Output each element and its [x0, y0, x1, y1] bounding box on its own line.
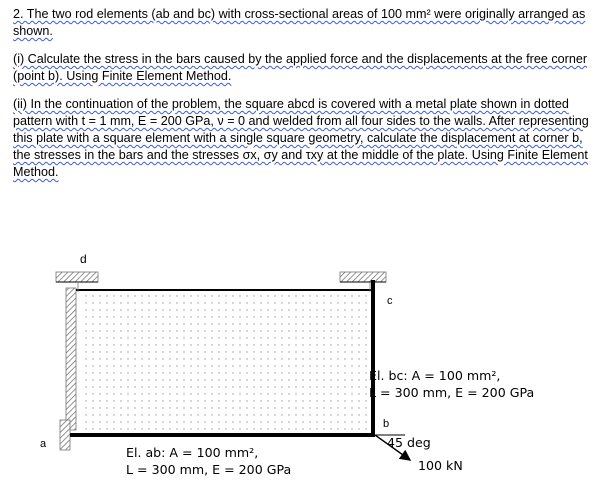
wall-left — [66, 288, 76, 430]
bar-ab-line1: El. ab: A = 100 mm², — [126, 445, 259, 460]
bar-bc-line2: L = 300 mm, E = 200 GPa — [369, 385, 535, 400]
problem-intro: 2. The two rod elements (ab and bc) with cross-sectional areas of 100 mm² were originally arranged as shown. — [13, 7, 586, 38]
label-point-a: a — [40, 438, 47, 450]
label-point-c: c — [387, 295, 393, 307]
force-label: 100 kN — [418, 458, 463, 473]
wall-top-right — [340, 272, 386, 282]
bar-bc-line1: El. bc: A = 100 mm², — [369, 368, 501, 383]
angle-label: 45 deg — [387, 435, 431, 450]
metal-plate — [80, 292, 372, 434]
label-point-b: b — [383, 418, 390, 430]
label-point-d: d — [80, 252, 87, 266]
problem-part-ii: (ii) In the continuation of the problem, the square abcd is covered with a metal plate shown in dotted pattern with t = 1 mm, E = 200 GPa, ν = 0 and welded from all four sides to the walls. After representing this plate with a square element with a single square geometry, calculate the displacement at corner b, the stresses in the bars and the stresses σx, σy and τxy at the middle of the plate. Using Finite Element Method. — [13, 97, 589, 179]
bar-bc-properties — [369, 367, 534, 401]
bar-ab-line2: L = 300 mm, E = 200 GPa — [126, 462, 292, 477]
wall-top-left — [56, 272, 98, 282]
wall-support-a — [60, 420, 70, 450]
bar-ab-properties — [126, 444, 291, 478]
problem-part-i: (i) Calculate the stress in the bars caused by the applied force and the displacements at the free corner (point b). Using Finite Element Method. — [13, 52, 588, 83]
